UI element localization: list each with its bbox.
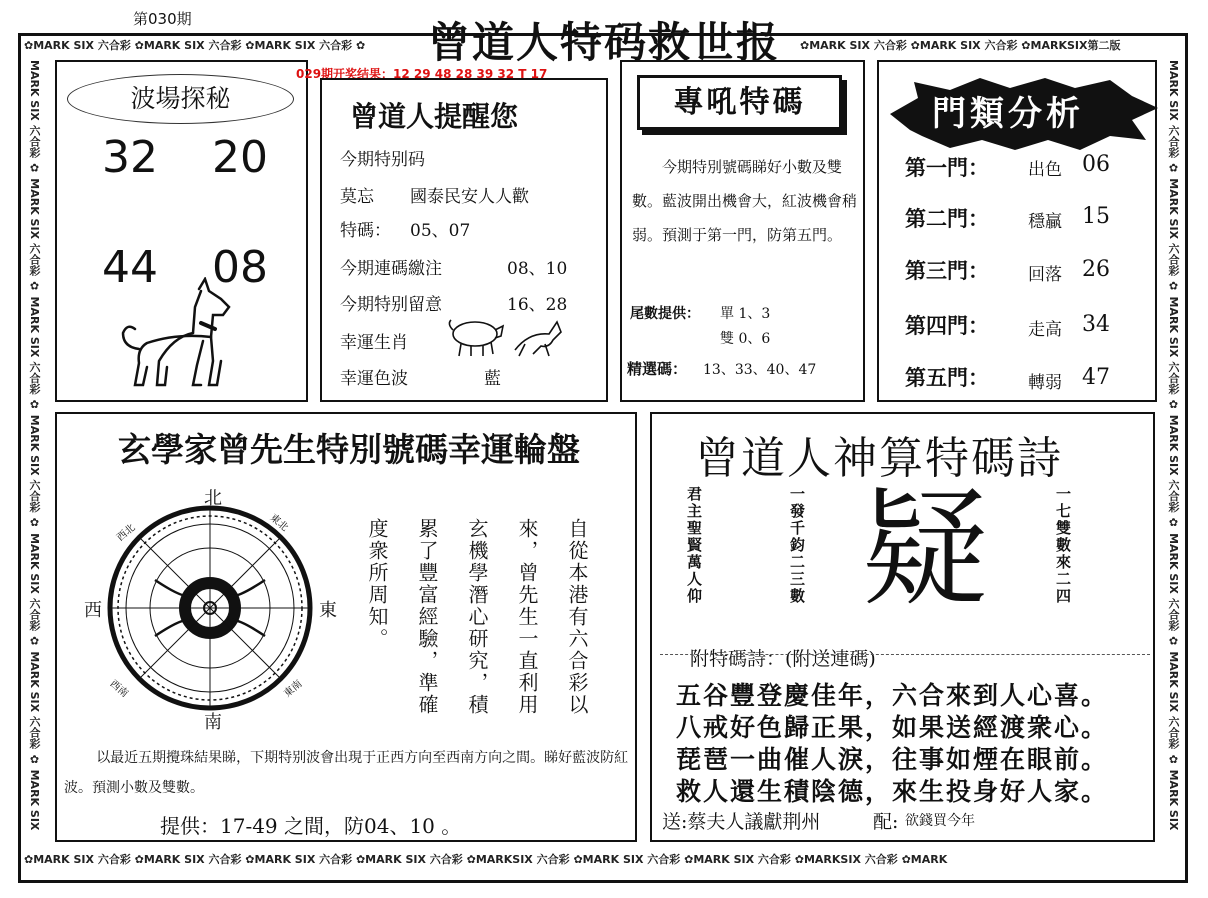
masthead-title: 曾道人特码救世报 xyxy=(428,18,781,67)
wave-number: 08 xyxy=(212,242,268,293)
mark-six-band-right: MARK SIX 六合彩 ✿ MARK SIX 六合彩 ✿ MARK SIX 六合彩 ✿ MARK SIX 六合彩 ✿ MARK SIX 六合彩 ✿ MARK SIX 六合彩 ✿ MARK SIX xyxy=(1167,60,1180,831)
wheel-text-column: 來，曾先生一直利用 xyxy=(515,518,539,716)
reminder-row-label: 幸運生肖 xyxy=(340,333,408,353)
previous-results: 029期开奖结果：12 29 48 28 39 32 T 17 xyxy=(296,67,548,81)
door-text: 回落 xyxy=(1028,265,1062,285)
wheel-text-column: 累了豐富經驗，準確 xyxy=(415,518,439,716)
reminder-row-label: 今期特别留意 xyxy=(340,295,442,315)
poem-title: 曾道人神算特碼詩 xyxy=(695,433,1063,484)
wave-title-ellipse xyxy=(67,74,294,124)
mark-six-band-top-left: ✿MARK SIX 六合彩 ✿MARK SIX 六合彩 ✿MARK SIX 六合彩 ✿ xyxy=(24,39,366,52)
pick-value: 13、33、40、47 xyxy=(703,362,817,378)
door-number: 26 xyxy=(1082,257,1110,282)
wave-number: 32 xyxy=(102,132,158,183)
door-text: 穩贏 xyxy=(1028,212,1062,232)
wave-number: 20 xyxy=(212,132,268,183)
compass-west: 西 xyxy=(84,600,102,621)
poem-big-character: 疑 xyxy=(862,476,988,623)
divider xyxy=(322,80,392,82)
compass-north: 北 xyxy=(204,488,222,509)
special-title-box xyxy=(637,75,842,130)
issue-number: 第030期 xyxy=(133,10,192,28)
wheel-title: 玄學家曾先生特別號碼幸運輪盤 xyxy=(118,430,580,469)
dog-illustration xyxy=(117,277,247,392)
wheel-text-column: 玄機學潛心研究，積 xyxy=(465,518,489,716)
compass-se: 東南 xyxy=(282,678,305,700)
special-body: 今期特別號碼睇好小數及雙數。藍波開出機會大，紅波機會稍弱。預測于第一門，防第五門。 xyxy=(632,158,858,244)
reminder-row-value: 藍 xyxy=(484,369,501,389)
mark-six-band-bottom: ✿MARK SIX 六合彩 ✿MARK SIX 六合彩 ✿MARK SIX 六合彩 ✿MARK SIX 六合彩 ✿MARKSIX 六合彩 ✿MARK SIX 六合彩 ✿MARK SIX 六合彩 ✿MARKSIX 六合彩 ✿MARK xyxy=(24,853,948,866)
poem-column-middle: 一發千鈞二三數 xyxy=(788,486,806,605)
poem-column-left: 君主聖賢萬人仰 xyxy=(685,486,703,605)
wheel-text-column: 度衆所周知。 xyxy=(365,518,389,650)
poem-line: 八戒好色歸正果，如果送經渡衆心。 xyxy=(676,713,1109,742)
door-label: 第五門： xyxy=(905,365,989,390)
compass-south: 南 xyxy=(204,712,222,733)
compass-sw: 西南 xyxy=(107,678,130,700)
reminder-row-label: 今期特别码 xyxy=(340,150,425,170)
reminder-row-value: 16、28 xyxy=(507,295,568,315)
door-number: 47 xyxy=(1082,365,1110,390)
wheel-note: 以最近五期攪珠結果睇，下期特别波會出現于正西方向至西南方向之間。睇好藍波防紅波。預測小數及雙數。 xyxy=(64,750,629,796)
reminder-row-value: 國泰民安人人歡 xyxy=(410,187,529,207)
doors-title: 門類分析 xyxy=(932,94,1084,134)
reminder-row-label: 今期連碼繳注 xyxy=(340,259,442,279)
reminder-title: 曾道人提醒您 xyxy=(350,100,519,133)
compass-nw: 西北 xyxy=(115,522,138,544)
poem-column-right: 一七雙數來二四 xyxy=(1054,486,1072,605)
door-number: 15 xyxy=(1082,204,1110,229)
door-label: 第一門： xyxy=(905,155,989,180)
poem-match-label: 配: xyxy=(873,811,899,833)
divider xyxy=(660,654,1150,655)
door-number: 06 xyxy=(1082,152,1110,177)
wave-panel xyxy=(55,60,308,402)
wheel-text-column: 自從本港有六合彩以 xyxy=(565,518,589,716)
mark-six-band-left: MARK SIX 六合彩 ✿ MARK SIX 六合彩 ✿ MARK SIX 六合彩 ✿ MARK SIX 六合彩 ✿ MARK SIX 六合彩 ✿ MARK SIX 六合彩 ✿ MARK SIX xyxy=(28,60,41,831)
reminder-row-label: 特碼： xyxy=(340,221,391,241)
poem-line: 琵琶一曲催人淚，往事如煙在眼前。 xyxy=(676,745,1109,774)
door-label: 第三門： xyxy=(905,258,989,283)
door-label: 第二門： xyxy=(905,206,989,231)
reminder-row-value: 05、07 xyxy=(410,221,471,241)
poem-attached-label: 附特碼詩：(附送連碼) xyxy=(690,648,876,670)
compass-ne: 東北 xyxy=(267,512,290,534)
poem-send: 送:蔡夫人議獻荆州 xyxy=(662,811,821,833)
special-title: 專吼特碼 xyxy=(673,85,806,120)
reminder-row-value: 08、10 xyxy=(507,259,568,279)
poem-match: 欲錢買今年 xyxy=(905,813,975,829)
poem-line: 五谷豐登慶佳年，六合來到人心喜。 xyxy=(676,681,1109,710)
reminder-row-label: 莫忘 xyxy=(340,187,374,207)
tail-label: 尾數提供： xyxy=(630,306,700,322)
mark-six-band-top-right: ✿MARK SIX 六合彩 ✿MARK SIX 六合彩 ✿MARKSIX第二版 xyxy=(800,39,1121,52)
reminder-row-label: 幸運色波 xyxy=(340,369,408,389)
wave-title: 波場探秘 xyxy=(130,84,231,113)
tail-double: 雙 0、6 xyxy=(720,331,771,347)
compass-east: 東 xyxy=(319,600,337,621)
wave-number: 44 xyxy=(102,242,158,293)
poem-line: 救人還生積陰德，來生投身好人家。 xyxy=(676,777,1109,806)
door-number: 34 xyxy=(1082,312,1110,337)
wheel-provide: 提供：17-49 之間，防04、10 。 xyxy=(160,814,462,838)
zodiac-animals-icon xyxy=(445,310,570,360)
door-text: 走高 xyxy=(1028,320,1062,340)
door-text: 轉弱 xyxy=(1028,373,1062,393)
door-text: 出色 xyxy=(1028,160,1062,180)
door-label: 第四門： xyxy=(905,313,989,338)
tail-single: 單 1、3 xyxy=(720,306,771,322)
pick-label: 精選碼： xyxy=(627,360,688,378)
